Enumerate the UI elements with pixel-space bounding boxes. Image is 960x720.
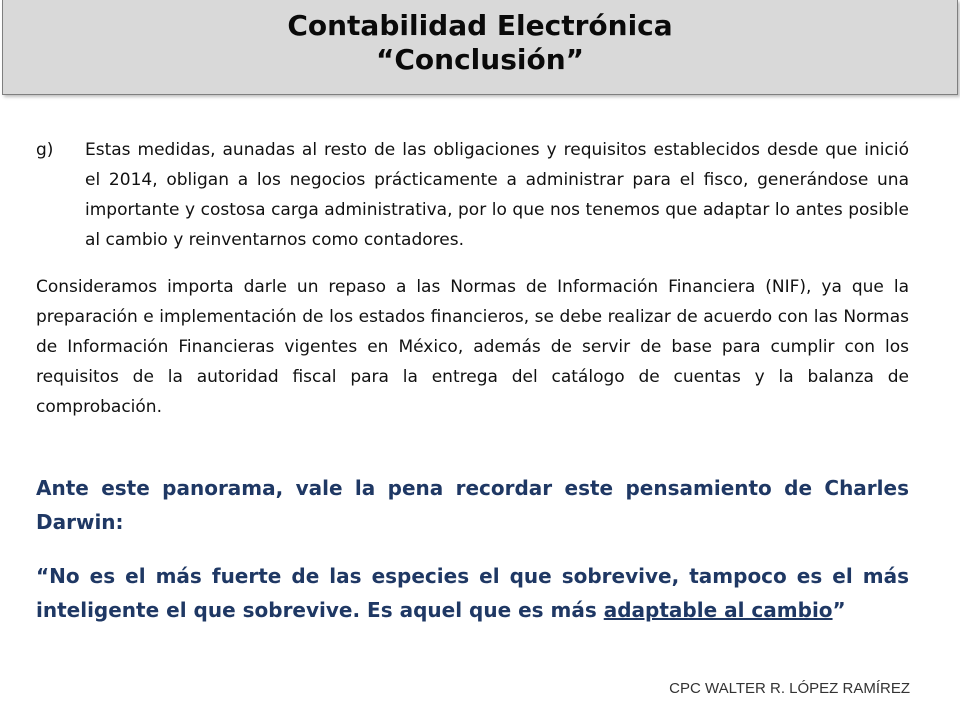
- list-item-letter: g): [36, 140, 54, 160]
- darwin-quote: [36, 559, 909, 627]
- author-footer: CPC WALTER R. LÓPEZ RAMÍREZ: [669, 680, 910, 697]
- quote-text: “No es el más fuerte de las especies el que sobrevive, tampoco es el más inteligente el que sobrevive. Es aquel que es más: [36, 564, 909, 622]
- slide-body: [36, 135, 909, 627]
- highlight-text: Ante este panorama, vale la pena recordar este pensamiento de Charles Darwin:: [36, 476, 909, 534]
- page-title: Contabilidad Electrónica: [287, 9, 673, 42]
- nif-paragraph: Consideramos importa darle un repaso a las Normas de Información Financiera (NIF), ya que la preparación e implementación de los estados financieros, se debe realizar de acuerdo con las Normas de Información Financieras vigentes en México, además de servir de base para cumplir con los requisitos de la autoridad fiscal para la entrega del catálogo de cuentas y la balanza de comprobación.: [36, 277, 909, 417]
- quote-closing-mark: ”: [832, 598, 846, 622]
- title-banner: [2, 0, 958, 95]
- list-item-text: Estas medidas, aunadas al resto de las obligaciones y requisitos establecidos desde que inició el 2014, obligan a los negocios prácticamente a administrar para el fisco, generándose una importante y costosa carga administrativa, por lo que nos tenemos que adaptar lo antes posible al cambio y reinventarnos como contadores.: [85, 140, 909, 250]
- quote-underlined-text: adaptable al cambio: [603, 598, 833, 622]
- page-subtitle: “Conclusión”: [375, 43, 585, 76]
- list-item-g: [36, 135, 909, 255]
